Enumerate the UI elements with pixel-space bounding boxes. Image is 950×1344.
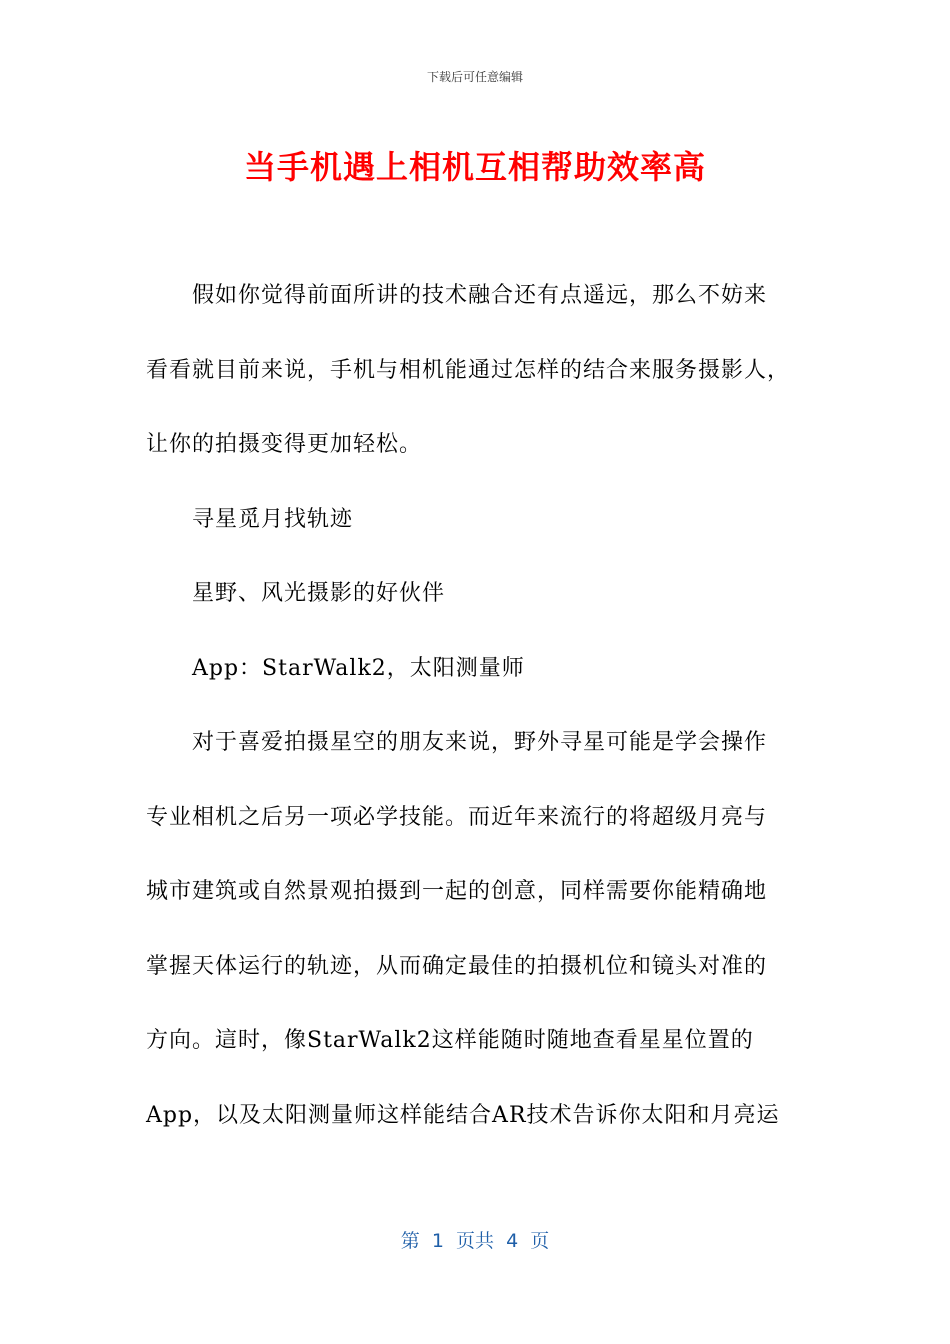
text-line: App：StarWalk2，太阳测量师 (192, 655, 525, 681)
text-line: 看看就目前来说，手机与相机能通过怎样的结合来服务摄影人， (146, 357, 791, 383)
page-number-footer: 第 1 页共 4 页 (400, 1230, 550, 1252)
header-note: 下载后可任意编辑 (426, 70, 523, 84)
text-line: 专业相机之后另一项必学技能。而近年来流行的将超级月亮与 (146, 804, 768, 830)
text-line: App，以及太阳测量师这样能结合AR技术告诉你太阳和月亮运 (146, 1102, 780, 1128)
text-line: 假如你觉得前面所讲的技术融合还有点遥远，那么不妨来 (192, 283, 768, 308)
text-line: 让你的拍摄变得更加轻松。 (146, 432, 423, 457)
text-line: 城市建筑或自然景观拍摄到一起的创意，同样需要你能精确地 (146, 879, 768, 904)
text-line: 星野、风光摄影的好伙伴 (192, 581, 446, 606)
text-line: 寻星觅月找轨迹 (192, 506, 354, 532)
document-title: 当手机遇上相机互相帮助效率高 (243, 148, 706, 186)
text-line: 掌握天体运行的轨迹，从而确定最佳的拍摄机位和镜头对准的 (146, 953, 768, 979)
body-text (146, 270, 806, 1164)
text-line: 方向。這时，像StarWalk2这样能随时随地查看星星位置的 (146, 1028, 754, 1053)
text-line: 对于喜爱拍摄星空的朋友来说，野外寻星可能是学会操作 (192, 730, 768, 755)
